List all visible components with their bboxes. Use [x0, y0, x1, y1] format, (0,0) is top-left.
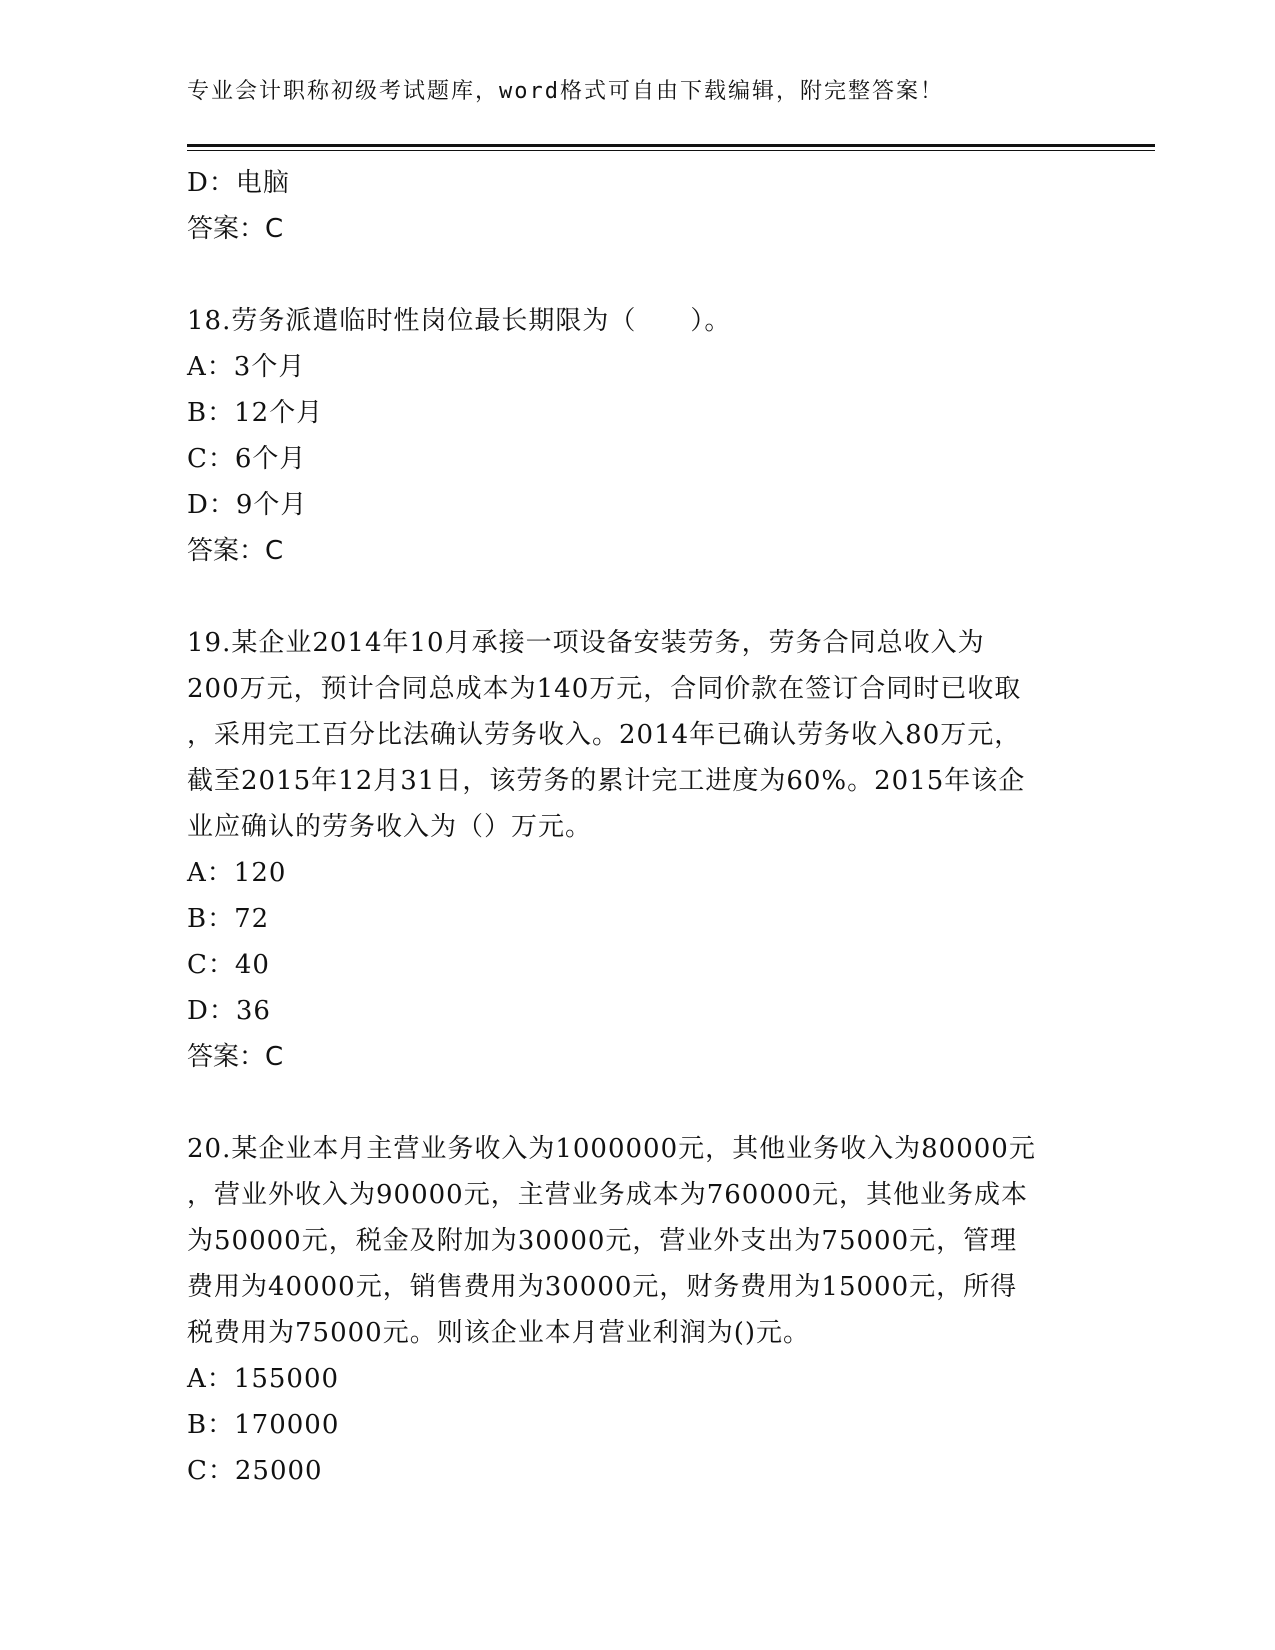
question-20 [187, 1126, 1087, 1494]
question-stem-line: 200万元，预计合同总成本为140万元，合同价款在签订合同时已收取 [187, 674, 1022, 704]
answer: 答案：C [187, 214, 284, 244]
option-a: A：3个月 [187, 352, 306, 382]
option-d: D：9个月 [187, 490, 308, 520]
header-rule [187, 144, 1155, 147]
question-stem-line: 税费用为75000元。则该企业本月营业利润为()元。 [187, 1318, 810, 1348]
question-stem-line: ，采用完工百分比法确认劳务收入。2014年已确认劳务收入80万元， [187, 720, 1022, 750]
page-header: 专业会计职称初级考试题库，word格式可自由下载编辑，附完整答案！ [187, 79, 944, 104]
question-18 [187, 298, 1087, 574]
question-17 [187, 160, 1087, 252]
answer: 答案：C [187, 536, 284, 566]
option-c: C：6个月 [187, 444, 307, 474]
option-a: A：155000 [187, 1364, 340, 1394]
spacer [187, 252, 1087, 298]
option-d: D：36 [187, 996, 271, 1026]
option-b: B：12个月 [187, 398, 324, 428]
question-stem-line: 20.某企业本月主营业务收入为1000000元，其他业务收入为80000元 [187, 1134, 1036, 1164]
question-19 [187, 620, 1087, 1080]
option-c: C：40 [187, 950, 270, 980]
option-c: C：25000 [187, 1456, 323, 1486]
question-stem-line: ，营业外收入为90000元，主营业务成本为760000元，其他业务成本 [187, 1180, 1028, 1210]
option-d: D：电脑 [187, 168, 290, 198]
option-a: A：120 [187, 858, 287, 888]
question-stem-line: 为50000元，税金及附加为30000元，营业外支出为75000元，管理 [187, 1226, 1018, 1256]
option-b: B：72 [187, 904, 270, 934]
question-stem-line: 截至2015年12月31日，该劳务的累计完工进度为60%。2015年该企 [187, 766, 1026, 796]
answer: 答案：C [187, 1042, 284, 1072]
spacer [187, 1080, 1087, 1126]
question-stem: 18.劳务派遣临时性岗位最长期限为（ ）。 [187, 306, 732, 336]
option-b: B：170000 [187, 1410, 340, 1440]
spacer [187, 574, 1087, 620]
question-stem-line: 业应确认的劳务收入为（）万元。 [187, 812, 593, 842]
question-stem-line: 费用为40000元，销售费用为30000元，财务费用为15000元，所得 [187, 1272, 1018, 1302]
header-rule-thin [187, 150, 1155, 151]
question-list [187, 160, 1087, 1494]
question-stem-line: 19.某企业2014年10月承接一项设备安装劳务，劳务合同总收入为 [187, 628, 985, 658]
